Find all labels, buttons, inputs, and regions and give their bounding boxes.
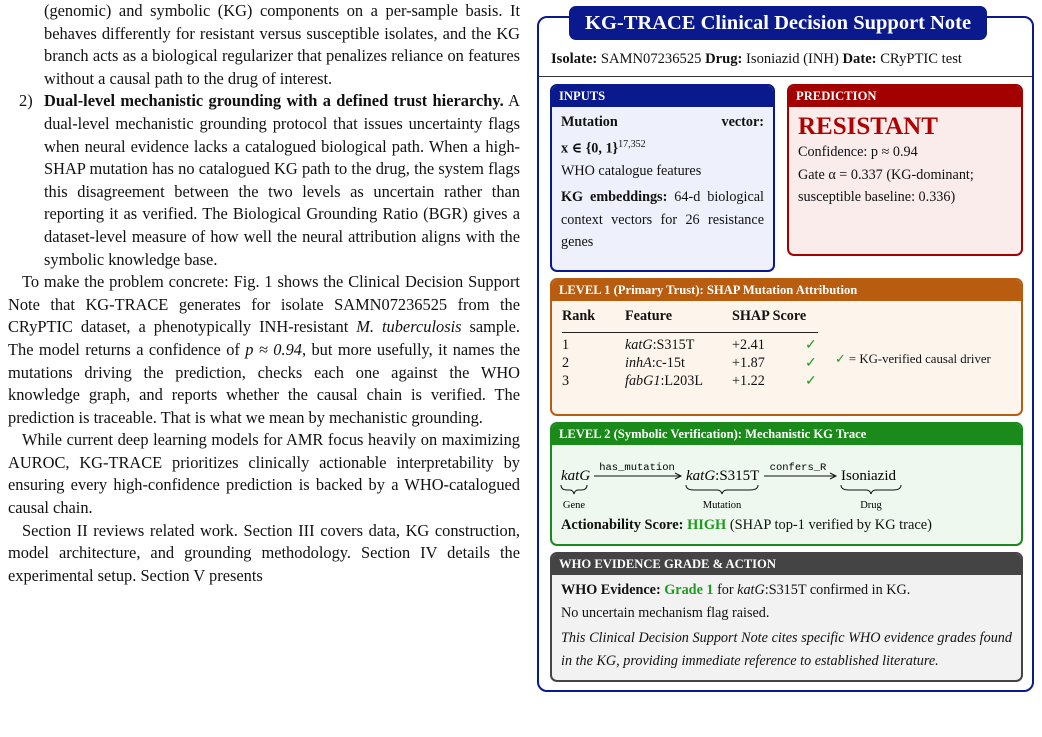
isolate-meta-line [551,51,962,68]
check-legend: ✓ = KG-verified causal driver [835,352,991,366]
contribution-2-number: 2) [19,91,33,111]
trace-edge-has-mutation: has_mutation [599,462,675,474]
mutation-vector-math: x ∈ {0, 1}$^{17,352}$ [561,138,646,157]
check-icon: ✓ [805,355,817,371]
who-grade: Grade 1 [664,582,714,598]
trace-node-mutation: katG:S315T [686,468,760,484]
table-rule [562,332,818,333]
underbrace-drug [841,485,901,494]
prediction-confidence: Confidence: p ≈ 0.94 [798,144,918,160]
contribution-2-body: A dual-level mechanistic grounding protocol that issues uncertainty flags when neural evidence lacks a catalogued biological path. When a high-SHAP mutation has no catalogued KG path to the drug, the system flags this disagreement between the two levels as uncertain rather than reporting it as verified. The Biological Grounding Ratio (BGR) gives a dataset-level measure of how well the neural attribution aligns with the symbolic knowledge base. [44,91,521,269]
trace-label-mutation: Mutation [702,500,742,511]
date-label: Date: [842,51,877,67]
level1-header: LEVEL 1 (Primary Trust): SHAP Mutation Attribution [552,280,1021,301]
check-icon: ✓ [805,337,817,353]
prediction-gate: Gate α = 0.337 (KG-dominant; [798,166,974,183]
prediction-verdict: RESISTANT [798,113,938,140]
paragraph-fig1: To make the problem concrete: Fig. 1 shows the Clinical Decision Support Note that KG-TRACE generates for isolate SAMN07236525 from the CRyPTIC dataset, a phenotypically INH-resistant M. tuberculosis sample. The model returns a confidence of p ≈ 0.94, but more usefully, it names the mutations driving the prediction, checks each one against the WHO knowledge graph, and reports whether the causal chain is verified. The prediction is traceable. That is what we mean by mechanistic grounding. [8,272,521,427]
isolate-value: SAMN07236525 [600,51,702,67]
trace-label-drug: Drug [860,500,882,511]
inputs-box [550,84,775,272]
col-rank: Rank [562,308,596,324]
inputs-header: INPUTS [552,86,773,107]
actionability-score: Actionability Score: HIGH (SHAP top-1 verified by KG trace) [561,517,932,533]
who-body [552,575,1021,676]
contribution-2 [8,90,520,271]
actionability-value: HIGH [687,517,727,533]
drug-value: Isoniazid (INH) [746,51,839,67]
check-icon: ✓ [835,352,846,366]
kg-trace-diagram [552,446,1023,518]
trace-label-gene: Gene [562,500,586,511]
isolate-label: Isolate: [551,51,598,67]
underbrace-gene [561,485,587,494]
who-evidence-line: WHO Evidence: Grade 1 for katG:S315T confirmed in KG. [561,582,911,598]
level1-box: LEVEL 1 (Primary Trust): SHAP Mutation Attribution Rank Feature SHAP Score 1 katG:S315T +2.41 ✓ 2 inhA:c-15t +1.87 ✓ 3 fabG1:L203L +1.22 ✓ ✓ = KG-verified causal driver [550,278,1023,416]
who-header: WHO EVIDENCE GRADE & ACTION [552,554,1021,575]
prediction-baseline: susceptible baseline: 0.336) [798,189,956,205]
paper-body-column [8,0,520,587]
check-icon: ✓ [805,373,817,389]
contribution-2-title: Dual-level mechanistic grounding with a defined trust hierarchy. [44,91,504,111]
mutation-vector-label: Mutation vector: [561,114,764,130]
contribution-1-tail: (genomic) and symbolic (KG) components on a per-sample basis. It behaves differently for resistant versus susceptible isolates, and the KG branch acts as a biological regularizer that penalizes reliance on features without a causal path to the drug of interest. [44,1,520,88]
clinical-note-panel [537,12,1034,692]
prediction-header: PREDICTION [789,86,1021,107]
level2-header: LEVEL 2 (Symbolic Verification): Mechanistic KG Trace [552,424,1021,445]
who-evidence-box [550,552,1023,682]
paragraph-sections: Section II reviews related work. Section III covers data, KG construction, model architecture, and grounding methodology. Section IV details the experimental setup. Section V presents [8,520,520,585]
kg-embeddings: KG embeddings: 64-d biological context vectors for 26 resistance genes [561,189,765,251]
col-shap-score: SHAP Score [732,308,807,324]
meta-divider [539,76,1032,77]
drug-label: Drug: [705,51,743,67]
trace-edge-confers-r: confers_R [769,462,827,474]
prediction-body [789,107,1021,213]
underbrace-mutation [686,485,758,494]
trace-node-gene: katG [561,468,591,484]
uncertainty-flag-line: No uncertain mechanism flag raised. [561,604,770,621]
mutation-vector-desc: WHO catalogue features [561,162,702,179]
panel-title: KG-TRACE Clinical Decision Support Note [569,6,987,40]
level2-box [550,422,1023,546]
paragraph-auroc: While current deep learning models for AMR focus heavily on maximizing AUROC, KG-TRACE prioritizes clinically actionable interpretability by ensuring every high-confidence prediction is backed by a WHO-catalogued causal chain. [8,430,520,518]
species-name: M. tuberculosis [356,317,462,337]
trace-node-drug: Isoniazid [841,468,896,484]
who-note: This Clinical Decision Support Note cites specific WHO evidence grades found in the KG, providing immediate reference to established literature. [561,630,1012,669]
date-value: CRyPTIC test [880,51,962,67]
col-feature: Feature [625,308,673,324]
inputs-body [552,107,773,258]
confidence-math: p ≈ 0.94 [245,339,302,359]
prediction-box [787,84,1023,256]
